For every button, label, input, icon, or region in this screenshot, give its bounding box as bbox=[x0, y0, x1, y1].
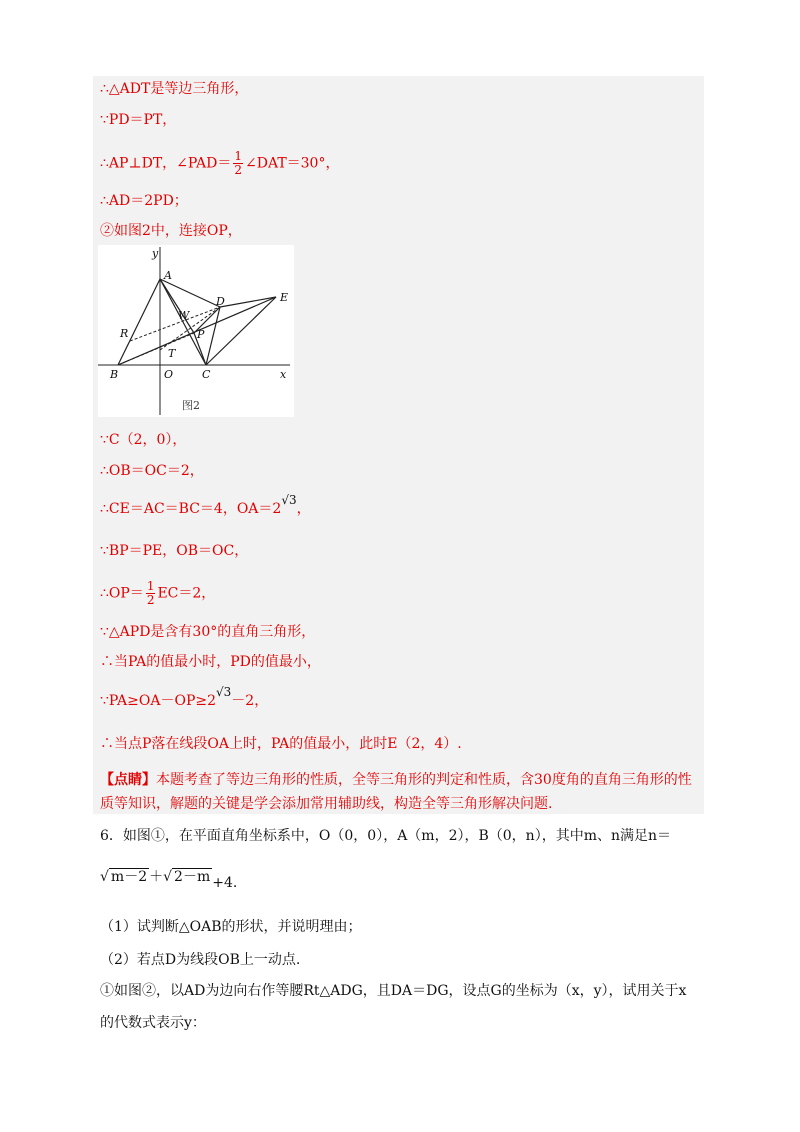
comment-tag: 【点睛】 bbox=[100, 772, 156, 788]
line-8-a: ∴CE＝AC＝BC＝4，OA＝2 bbox=[100, 501, 282, 517]
formula-tail: +4. bbox=[212, 875, 238, 891]
comment-text: 本题考查了等边三角形的性质，全等三角形的判定和性质，含30度角的直角三角形的性质等知识，解题的关键是学会添加常用辅助线，构造全等三角形解决问题. bbox=[100, 772, 692, 812]
segment-ab bbox=[118, 279, 160, 365]
label-c: C bbox=[202, 368, 211, 381]
segment-ac bbox=[160, 279, 206, 365]
line-1: ∴△ADT是等边三角形， bbox=[100, 81, 249, 97]
line-5: ②如图2中，连接OP， bbox=[100, 223, 242, 239]
question-1: （1）试判断△OAB的形状，并说明理由； bbox=[100, 919, 362, 935]
figure-2 bbox=[98, 245, 294, 417]
figure-caption: 图2 bbox=[182, 399, 200, 412]
line-3-b: ∠DAT＝30°， bbox=[245, 155, 340, 172]
fraction-numerator-2: 1 bbox=[146, 579, 155, 593]
label-r: R bbox=[120, 327, 129, 340]
line-10-a: ∴OP＝ bbox=[100, 585, 144, 602]
label-t: T bbox=[168, 347, 176, 360]
comment-block bbox=[100, 768, 700, 816]
label-x: x bbox=[280, 368, 287, 381]
question-2: （2）若点D为线段OB上一动点. bbox=[100, 952, 301, 968]
radicand-2: 2－m bbox=[174, 869, 211, 885]
geometry-diagram bbox=[98, 245, 294, 417]
problem-statement: 6．如图①，在平面直角坐标系中，O（0，0），A（m，2），B（0，n），其中m、n满足n＝ bbox=[100, 828, 672, 844]
line-3-a: ∴AP⊥DT，∠PAD＝ bbox=[100, 155, 232, 172]
sqrt-m-minus-2: √ m－2 bbox=[100, 869, 148, 885]
line-2: ∵PD＝PT， bbox=[100, 112, 177, 128]
plus-sign: ＋ bbox=[149, 869, 164, 885]
line-8 bbox=[100, 493, 311, 518]
line-8-b: ， bbox=[296, 501, 311, 517]
line-13-b: －2， bbox=[231, 693, 269, 709]
line-14: ∴当点P落在线段OA上时，PA的值最小，此时E（2，4）. bbox=[100, 736, 462, 752]
label-e: E bbox=[280, 291, 289, 304]
problem-formula bbox=[100, 868, 238, 891]
fraction-half-2 bbox=[146, 580, 156, 607]
sqrt-3: √3 bbox=[281, 493, 297, 507]
line-13 bbox=[100, 685, 269, 710]
label-d: D bbox=[216, 295, 225, 308]
line-9: ∵BP＝PE，OB＝OC， bbox=[100, 543, 249, 559]
label-p: P bbox=[197, 328, 205, 341]
line-11: ∵△APD是含有30°的直角三角形， bbox=[100, 624, 316, 640]
line-3 bbox=[100, 150, 339, 177]
line-10-b: EC＝2， bbox=[157, 585, 216, 602]
question-3-line-2: 的代数式表示y： bbox=[100, 1015, 206, 1031]
line-7: ∴OB＝OC＝2， bbox=[100, 463, 204, 479]
line-13-a: ∵PA≥OA－OP≥2 bbox=[100, 693, 217, 709]
line-4: ∴AD＝2PD； bbox=[100, 193, 188, 209]
segment-dc bbox=[206, 307, 220, 365]
label-a: A bbox=[164, 269, 172, 282]
fraction-denominator: 2 bbox=[234, 163, 243, 177]
line-10 bbox=[100, 580, 215, 607]
sqrt-2-minus-m: √ 2－m bbox=[163, 869, 211, 885]
label-b: B bbox=[110, 368, 119, 381]
question-3-line-1: ①如图②，以AD为边向右作等腰Rt△ADG，且DA＝DG，设点G的坐标为（x，y），试用关于x bbox=[100, 983, 687, 999]
radicand-1: m－2 bbox=[110, 869, 148, 885]
label-o: O bbox=[164, 368, 174, 381]
label-w: W bbox=[178, 309, 190, 322]
line-12: ∴当PA的值最小时，PD的值最小， bbox=[100, 654, 321, 670]
segment-bp bbox=[118, 333, 194, 365]
fraction-denominator-2: 2 bbox=[146, 593, 155, 607]
line-6: ∵C（2，0）， bbox=[100, 432, 187, 448]
fraction-half bbox=[233, 150, 243, 177]
label-y: y bbox=[152, 247, 159, 260]
fraction-numerator: 1 bbox=[234, 149, 243, 163]
sqrt-3-b: √3 bbox=[216, 685, 232, 699]
